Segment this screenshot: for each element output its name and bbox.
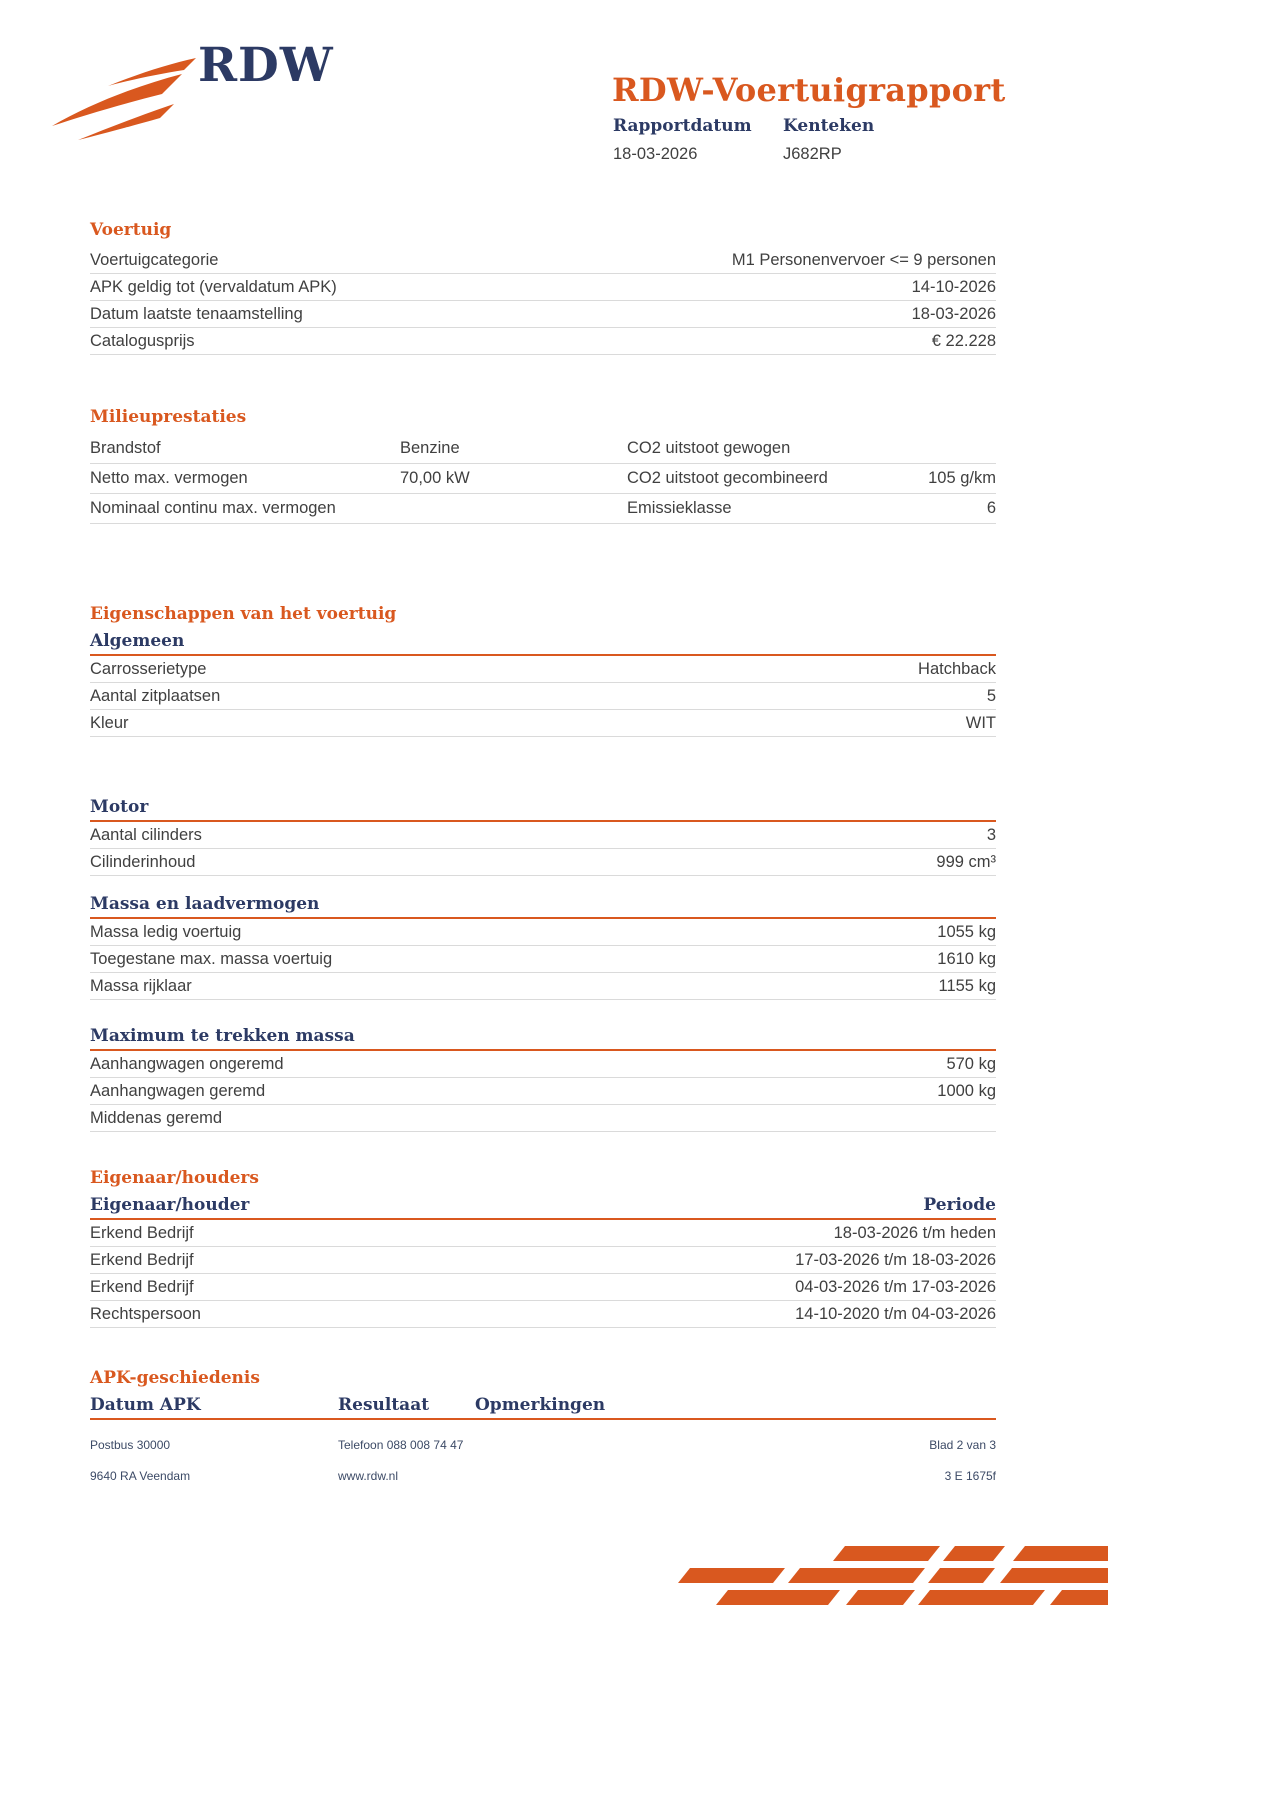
- owner-period: 17-03-2026 t/m 18-03-2026: [795, 1250, 996, 1269]
- kenteken-block: [783, 116, 874, 164]
- row-label: Carrosserietype: [90, 659, 207, 678]
- page-footer: [90, 1438, 996, 1483]
- table-row: [90, 973, 996, 1000]
- row-value-right: 105 g/km: [928, 469, 996, 487]
- table-row: [90, 1301, 996, 1328]
- owner-name: Rechtspersoon: [90, 1304, 201, 1323]
- kenteken-value: J682RP: [783, 145, 842, 163]
- row-label: Datum laatste tenaamstelling: [90, 304, 303, 323]
- report-title: RDW-Voertuigrapport: [612, 71, 1006, 110]
- row-value-left: 70,00 kW: [400, 469, 470, 487]
- row-value: € 22.228: [931, 331, 996, 350]
- subsection-title: Maximum te trekken massa: [90, 1026, 996, 1051]
- table-row: [90, 1105, 996, 1132]
- owner-period: 14-10-2020 t/m 04-03-2026: [795, 1304, 996, 1323]
- table-row: [90, 1274, 996, 1301]
- report-date-block: [613, 116, 752, 164]
- rdw-stripes-icon: [678, 1546, 1108, 1610]
- owner-period: 04-03-2026 t/m 17-03-2026: [795, 1277, 996, 1296]
- table-row: [90, 301, 996, 328]
- section-title: APK-geschiedenis: [90, 1368, 260, 1388]
- table-row: [90, 1078, 996, 1105]
- row-value: 999 cm³: [936, 852, 996, 871]
- row-label: Voertuigcategorie: [90, 250, 219, 269]
- table-row: [90, 656, 996, 683]
- subsection-title: Motor: [90, 797, 996, 822]
- row-label-left: Netto max. vermogen: [90, 469, 248, 487]
- table-header: [90, 1395, 996, 1420]
- row-label: Aanhangwagen geremd: [90, 1081, 266, 1100]
- report-body: [90, 220, 996, 1420]
- table-header: [90, 1195, 996, 1220]
- row-label: Middenas geremd: [90, 1108, 223, 1127]
- row-label: Catalogusprijs: [90, 331, 195, 350]
- row-label: Aanhangwagen ongeremd: [90, 1054, 284, 1073]
- table-row: [90, 1051, 996, 1078]
- row-label: Kleur: [90, 713, 129, 732]
- table-row: [90, 434, 996, 464]
- row-value: 3: [986, 825, 996, 844]
- row-value: 14-10-2026: [911, 277, 996, 296]
- column-header-period: Periode: [923, 1195, 996, 1215]
- report-date-label: Rapportdatum: [613, 116, 752, 136]
- column-header-resultaat: Resultaat: [338, 1395, 430, 1415]
- report-date-value: 18-03-2026: [613, 145, 698, 163]
- footer-doc-code: 3 E 1675f: [944, 1469, 996, 1483]
- section-title: Eigenschappen van het voertuig: [90, 604, 397, 624]
- row-value-right: 6: [986, 499, 996, 517]
- footer-address-line1: Postbus 30000: [90, 1438, 171, 1452]
- subsection-title: Massa en laadvermogen: [90, 894, 996, 919]
- row-label: Massa rijklaar: [90, 976, 192, 995]
- footer-phone: Telefoon 088 008 74 47: [338, 1438, 464, 1452]
- owner-name: Erkend Bedrijf: [90, 1277, 194, 1296]
- owner-name: Erkend Bedrijf: [90, 1250, 194, 1269]
- subsection-massa-en-laadvermogen: [90, 894, 996, 1000]
- subsection-algemeen: [90, 631, 996, 737]
- table-row: [90, 849, 996, 876]
- table-row: [90, 274, 996, 301]
- rdw-logo-text: RDW: [198, 38, 334, 93]
- table-row: [90, 247, 996, 274]
- row-value: 1000 kg: [937, 1081, 996, 1100]
- row-label: Aantal zitplaatsen: [90, 686, 221, 705]
- row-label: Massa ledig voertuig: [90, 922, 242, 941]
- section-eigenaar-houders: [90, 1168, 996, 1328]
- row-value: 18-03-2026: [911, 304, 996, 323]
- section-apk-geschiedenis: [90, 1368, 996, 1420]
- row-label-right: Emissieklasse: [627, 499, 732, 517]
- row-label-left: Brandstof: [90, 439, 161, 457]
- section-title: Voertuig: [90, 220, 172, 240]
- column-header-owner: Eigenaar/houder: [90, 1195, 250, 1215]
- row-value: M1 Personenvervoer <= 9 personen: [731, 250, 996, 269]
- table-row: [90, 328, 996, 355]
- row-label: APK geldig tot (vervaldatum APK): [90, 277, 337, 296]
- row-value: WIT: [965, 713, 996, 732]
- column-header-opmerkingen: Opmerkingen: [475, 1395, 606, 1415]
- row-label-right: CO2 uitstoot gewogen: [627, 439, 791, 457]
- section-title: Eigenaar/houders: [90, 1168, 259, 1188]
- section-eigenschappen: [90, 604, 996, 1132]
- table-row: [90, 822, 996, 849]
- row-label-left: Nominaal continu max. vermogen: [90, 499, 336, 517]
- section-title: Milieuprestaties: [90, 407, 247, 427]
- footer-address-line2: 9640 RA Veendam: [90, 1469, 191, 1483]
- table-row: [90, 683, 996, 710]
- table-row: [90, 710, 996, 737]
- owner-name: Erkend Bedrijf: [90, 1223, 194, 1242]
- row-value-left: Benzine: [400, 439, 460, 457]
- row-label-right: CO2 uitstoot gecombineerd: [627, 469, 828, 487]
- row-value: Hatchback: [918, 659, 996, 678]
- subsection-title: Algemeen: [90, 631, 996, 656]
- section-voertuig: [90, 220, 996, 355]
- column-header-datum-apk: Datum APK: [90, 1395, 201, 1415]
- kenteken-label: Kenteken: [783, 116, 875, 136]
- row-value: 1155 kg: [938, 976, 996, 995]
- table-row: [90, 919, 996, 946]
- table-row: [90, 946, 996, 973]
- row-value: 1055 kg: [937, 922, 996, 941]
- footer-page-number: Blad 2 van 3: [929, 1438, 996, 1452]
- table-row: [90, 1247, 996, 1274]
- table-row: [90, 464, 996, 494]
- row-label: Toegestane max. massa voertuig: [90, 949, 333, 968]
- table-row: [90, 1220, 996, 1247]
- row-value: 570 kg: [946, 1054, 996, 1073]
- subsection-motor: [90, 797, 996, 876]
- section-milieuprestaties: [90, 407, 996, 524]
- owner-period: 18-03-2026 t/m heden: [833, 1223, 996, 1242]
- rdw-wing-icon: [50, 52, 200, 147]
- row-label: Cilinderinhoud: [90, 852, 196, 871]
- row-value: 1610 kg: [937, 949, 996, 968]
- row-label: Aantal cilinders: [90, 825, 202, 844]
- row-value: 5: [986, 686, 996, 705]
- subsection-maximum-te-trekken-massa: [90, 1026, 996, 1132]
- footer-website: www.rdw.nl: [338, 1469, 399, 1483]
- table-row: [90, 494, 996, 524]
